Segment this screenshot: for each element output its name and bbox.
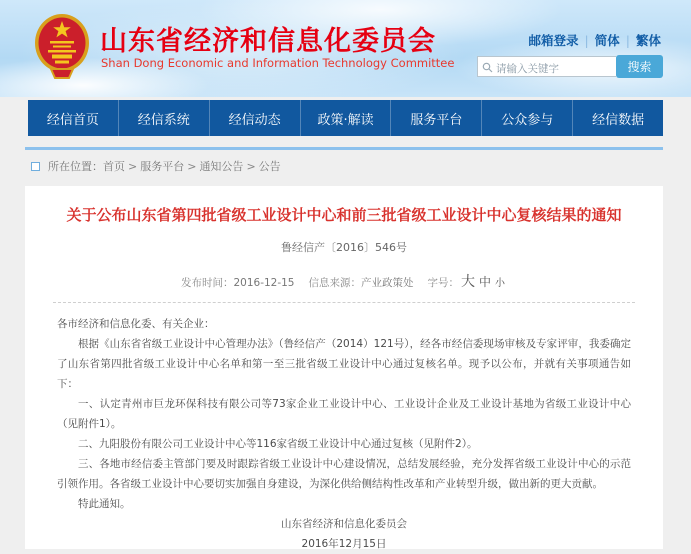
link-separator: | xyxy=(584,33,589,48)
simplified-chinese-link[interactable]: 简体 xyxy=(594,33,620,48)
article-signature: 山东省经济和信息化委员会 xyxy=(281,518,407,530)
national-emblem-logo xyxy=(33,13,91,81)
site-header xyxy=(0,0,691,97)
nav-item-service-platform[interactable]: 服务平台 xyxy=(390,100,481,136)
nav-item-home[interactable]: 经信首页 xyxy=(46,112,99,128)
breadcrumb-item-announcement[interactable]: 公告 xyxy=(258,160,281,173)
breadcrumb-separator: > xyxy=(187,159,197,173)
article-paragraph: 二、九阳股份有限公司工业设计中心等116家省级工业设计中心通过复核（见附件2）。 xyxy=(78,438,478,450)
publish-date-value: 2016-12-15 xyxy=(233,277,295,289)
nav-item-system[interactable]: 经信系统 xyxy=(118,100,209,136)
article-card xyxy=(25,186,663,549)
main-nav xyxy=(28,100,663,136)
breadcrumb xyxy=(31,158,663,174)
document-number: 鲁经信产〔2016〕546号 xyxy=(281,241,407,254)
content-column xyxy=(25,147,663,549)
search-icon xyxy=(482,62,493,73)
font-size-label: 字号： xyxy=(427,277,459,289)
header-top-links xyxy=(529,31,661,49)
nav-item-news[interactable]: 经信动态 xyxy=(209,100,300,136)
nav-item-data[interactable]: 经信数据 xyxy=(572,100,663,136)
search-input[interactable] xyxy=(478,60,616,79)
source-value: 产业政策处 xyxy=(361,277,414,289)
article-paragraph: 特此通知。 xyxy=(78,498,131,510)
article-meta xyxy=(25,271,663,291)
article-date: 2016年12月15日 xyxy=(301,538,387,550)
search-input-wrap xyxy=(477,56,616,77)
nav-item-public-participation[interactable]: 公众参与 xyxy=(481,100,572,136)
breadcrumb-separator: > xyxy=(246,159,256,173)
article-body xyxy=(25,303,663,554)
breadcrumb-separator: > xyxy=(128,159,138,173)
article-paragraph: 三、各地市经信委主管部门要及时跟踪省级工业设计中心建设情况，总结发展经验，充分发挥省级工业设计中心的示范引领作用。各省级工业设计中心要切实加强自身建设，为深化供给侧结构性改革和产业转型升级，做出新的更大贡献。 xyxy=(57,458,631,490)
font-size-small-button[interactable]: 小 xyxy=(495,278,506,289)
article-paragraph: 根据《山东省省级工业设计中心管理办法》（鲁经信产（2014）121号），经各市经信委现场审核及专家评审，我委确定了山东省第四批省级工业设计中心名单和第一至三批省级工业设计中心通过复核名单。现予以公布，并就有关事项通告如下： xyxy=(57,338,631,390)
article-title: 关于公布山东省第四批省级工业设计中心和前三批省级工业设计中心复核结果的通知 xyxy=(66,206,622,224)
mail-login-link[interactable]: 邮箱登录 xyxy=(528,33,579,48)
font-size-large-button[interactable]: 大 xyxy=(461,274,475,290)
article-paragraph: 各市经济和信息化委、有关企业： xyxy=(57,318,215,330)
accent-divider-line xyxy=(25,147,663,150)
font-size-medium-button[interactable]: 中 xyxy=(479,275,492,289)
nav-item-policy[interactable]: 政策·解读 xyxy=(300,100,391,136)
source-label: 信息来源： xyxy=(308,277,361,289)
site-title: 山东省经济和信息化委员会 xyxy=(100,26,436,57)
breadcrumb-item-service-platform[interactable]: 服务平台 xyxy=(140,160,185,173)
traditional-chinese-link[interactable]: 繁体 xyxy=(635,33,661,48)
search-bar xyxy=(477,55,663,78)
article-paragraph: 一、认定青州市巨龙环保科技有限公司等73家企业工业设计中心、工业设计企业及工业设计基地为省级工业设计中心（见附件1）。 xyxy=(57,398,631,430)
publish-date-label: 发布时间： xyxy=(180,277,234,289)
breadcrumb-item-home[interactable]: 首页 xyxy=(103,160,125,173)
breadcrumb-item-notices[interactable]: 通知公告 xyxy=(199,160,244,173)
search-button[interactable]: 搜索 xyxy=(616,55,663,78)
breadcrumb-square-icon xyxy=(31,162,40,171)
site-subtitle: Shan Dong Economic and Information Technology Committee xyxy=(101,56,455,70)
breadcrumb-prefix: 所在位置： xyxy=(48,160,103,173)
link-separator: | xyxy=(625,33,630,48)
